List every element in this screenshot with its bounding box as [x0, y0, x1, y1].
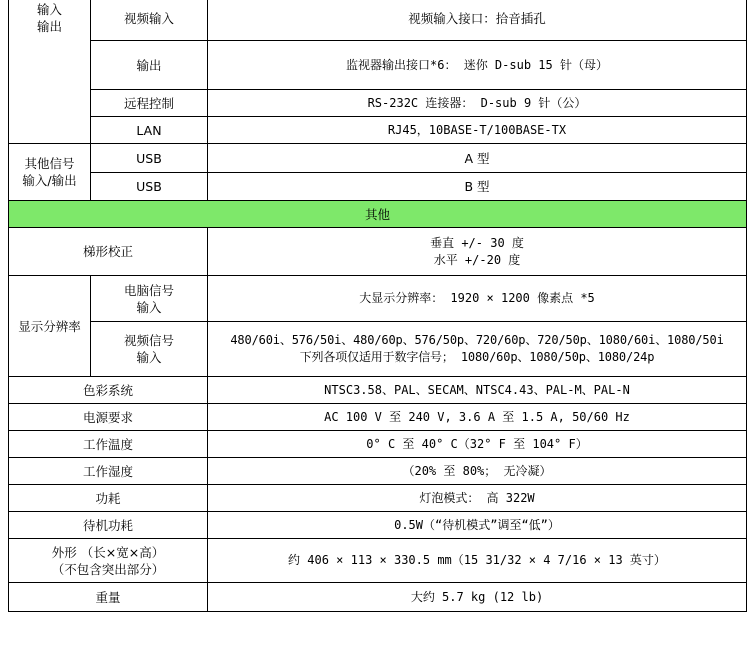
- spec-row-resolution-video: [9, 322, 747, 377]
- op-humidity-label: 工作湿度: [9, 458, 208, 485]
- output-label: 输出: [91, 41, 208, 90]
- usb-b-label: USB: [91, 173, 208, 201]
- spec-row-weight: [9, 583, 747, 612]
- dimensions-value: 约 406 × 113 × 330.5 mm（15 31/32 × 4 7/16 × 13 英寸）: [208, 539, 747, 583]
- spec-row-lan: [9, 117, 747, 144]
- dimensions-label-line2: （不包含突出部分）: [51, 561, 165, 577]
- keystone-value: [208, 228, 747, 276]
- spec-row-color-system: [9, 377, 747, 404]
- color-system-value: NTSC3.58、PAL、SECAM、NTSC4.43、PAL-M、PAL-N: [208, 377, 747, 404]
- spec-row-resolution-pc: [9, 276, 747, 322]
- power-consumption-value: 灯泡模式： 高 322W: [208, 485, 747, 512]
- weight-label: 重量: [9, 583, 208, 612]
- resolution-label: 显示分辨率: [9, 276, 91, 377]
- video-signal-label-line1: 视频信号: [123, 333, 174, 348]
- op-humidity-value: （20% 至 80%； 无冷凝）: [208, 458, 747, 485]
- weight-value: 大约 5.7 kg (12 lb): [208, 583, 747, 612]
- usb-a-label: USB: [91, 144, 208, 173]
- spec-row-standby-power: [9, 512, 747, 539]
- section-header-row: [9, 201, 747, 228]
- pc-signal-label-line1: 电脑信号: [123, 282, 174, 298]
- power-req-label: 电源要求: [9, 404, 208, 431]
- output-value: 监视器输出接口*6： 迷你 D-sub 15 针（母）: [208, 41, 747, 90]
- video-signal-label: [91, 322, 208, 377]
- remote-value: RS-232C 连接器： D-sub 9 针（公）: [208, 90, 747, 117]
- lan-value: RJ45，10BASE-T/100BASE-TX: [208, 117, 747, 144]
- spec-row-usb-b: [9, 173, 747, 201]
- power-consumption-label: 功耗: [9, 485, 208, 512]
- op-temp-value: 0° C 至 40° C（32° F 至 104° F）: [208, 431, 747, 458]
- spec-row-usb-a: [9, 144, 747, 173]
- other-io-group-label: 其他信号 输入/输出: [9, 144, 91, 201]
- video-signal-value: [208, 322, 747, 377]
- keystone-horizontal: 水平 +/-20 度: [433, 252, 521, 267]
- spec-row-power-consumption: [9, 485, 747, 512]
- op-temp-label: 工作温度: [9, 431, 208, 458]
- io-group-label: 输入 输出: [9, 0, 91, 144]
- spec-table: [8, 0, 747, 612]
- remote-label: 远程控制: [91, 90, 208, 117]
- pc-signal-label-line2: 输入: [136, 299, 162, 315]
- lan-label: LAN: [91, 117, 208, 144]
- standby-power-value: 0.5W（“待机模式”调至“低”）: [208, 512, 747, 539]
- section-other-title: 其他: [9, 201, 747, 228]
- video-input-label: 视频输入: [91, 0, 208, 41]
- spec-row-op-humidity: [9, 458, 747, 485]
- standby-power-label: 待机功耗: [9, 512, 208, 539]
- video-input-value: 视频输入接口：拾音插孔: [208, 0, 747, 41]
- spec-row-power-req: [9, 404, 747, 431]
- pc-signal-value: 大显示分辨率： 1920 × 1200 像素点 *5: [208, 276, 747, 322]
- spec-row-keystone: [9, 228, 747, 276]
- keystone-vertical: 垂直 +/- 30 度: [430, 235, 524, 250]
- usb-a-value: A 型: [208, 144, 747, 173]
- spec-row-dimensions: [9, 539, 747, 583]
- spec-row-video-input: [9, 0, 747, 41]
- dimensions-label-line1: 外形 （长×宽×高）: [51, 544, 165, 560]
- keystone-label: 梯形校正: [9, 228, 208, 276]
- usb-b-value: B 型: [208, 173, 747, 201]
- spec-row-remote: [9, 90, 747, 117]
- video-signal-label-line2: 输入: [136, 350, 162, 365]
- spec-row-output: [9, 41, 747, 90]
- spec-row-op-temp: [9, 431, 747, 458]
- pc-signal-label: [91, 276, 208, 322]
- dimensions-label: [9, 539, 208, 583]
- color-system-label: 色彩系统: [9, 377, 208, 404]
- power-req-value: AC 100 V 至 240 V, 3.6 A 至 1.5 A, 50/60 Hz: [208, 404, 747, 431]
- video-signal-formats: 480/60i、576/50i、480/60p、576/50p、720/60p、720/50p、1080/60i、1080/50i: [230, 333, 724, 347]
- video-signal-digital-note: 下列各项仅适用于数字信号； 1080/60p、1080/50p、1080/24p: [299, 350, 655, 364]
